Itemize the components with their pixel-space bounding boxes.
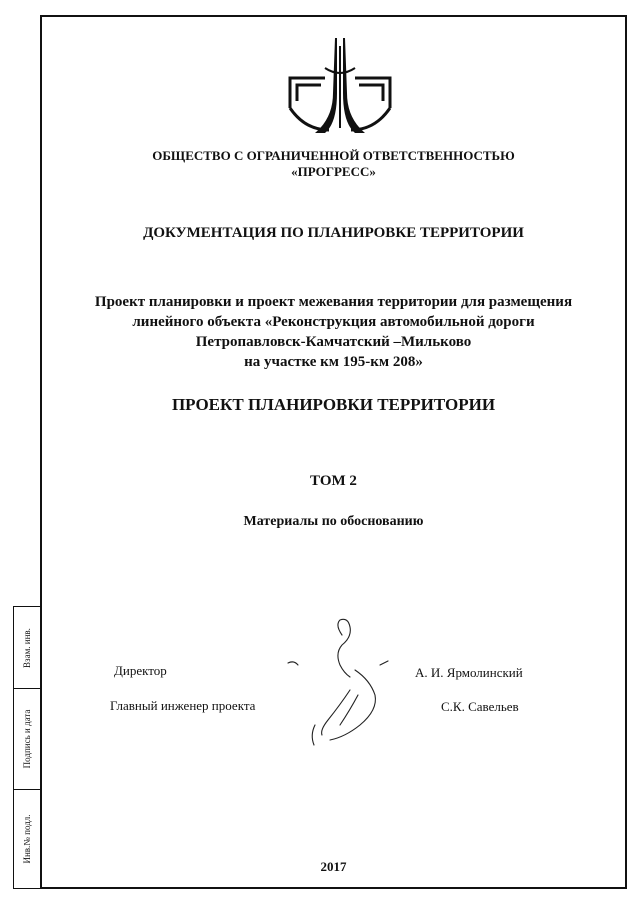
page-frame [40, 15, 627, 889]
project-title-line2: линейного объекта «Реконструкция автомобильной дороги [132, 314, 535, 330]
volume-title: ТОМ 2 [310, 473, 357, 489]
director-role: Директор [114, 663, 167, 678]
chief-engineer-role: Главный инженер проекта [110, 698, 256, 713]
chief-engineer-name: С.К. Савельев [441, 699, 519, 714]
side-label-signature: Подпись и дата [22, 709, 32, 769]
section-title: ПРОЕКТ ПЛАНИРОВКИ ТЕРРИТОРИИ [171, 395, 496, 414]
handwritten-signature [280, 615, 400, 750]
side-cell-inventory [14, 790, 40, 888]
year: 2017 [320, 859, 347, 874]
side-label-inventory: Инв.№ подл. [22, 814, 32, 864]
company-name-line2: «ПРОГРЕСС» [291, 164, 376, 179]
side-stamp [13, 606, 40, 889]
side-cell-signature [14, 689, 40, 790]
project-title-line1: Проект планировки и проект межевания территории для размещения [94, 294, 573, 310]
project-title-line3: Петропавловск-Камчатский –Мильково [195, 334, 472, 350]
side-cell-replace [14, 607, 40, 689]
director-name: А. И. Ярмолинский [415, 665, 523, 680]
company-name-line1: ОБЩЕСТВО С ОГРАНИЧЕННОЙ ОТВЕТСТВЕННОСТЬЮ [152, 148, 515, 163]
company-logo [285, 38, 395, 136]
project-title-line4: на участке км 195-км 208» [244, 354, 423, 370]
side-label-replace: Взам. инв. [22, 627, 32, 668]
document-type: ДОКУМЕНТАЦИЯ ПО ПЛАНИРОВКЕ ТЕРРИТОРИИ [143, 225, 524, 241]
volume-subtitle: Материалы по обоснованию [243, 514, 424, 529]
